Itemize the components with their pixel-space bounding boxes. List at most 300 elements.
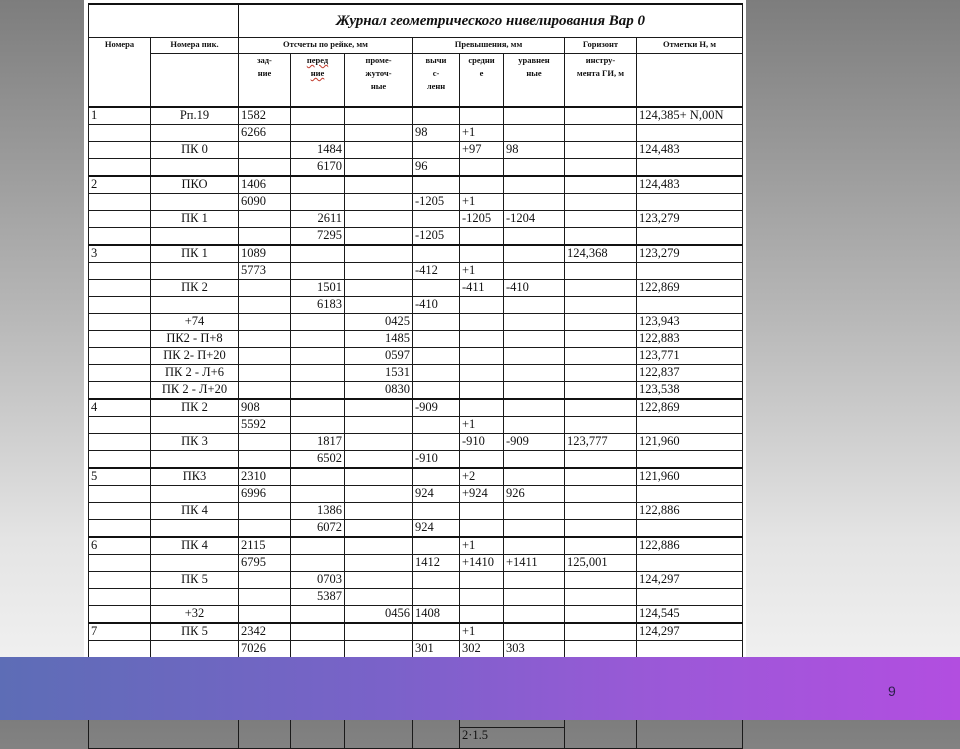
intermediate-reading-cell (345, 503, 413, 520)
adjusted-elevation-cell (504, 159, 565, 177)
mean-elevation-cell (460, 314, 504, 331)
computed-elevation-cell: 924 (413, 486, 460, 503)
back-reading-cell: 6795 (239, 555, 291, 572)
computed-elevation-cell (413, 142, 460, 159)
header-heights-blank (637, 54, 743, 108)
mean-elevation-cell: 302 (460, 641, 504, 658)
point-name-cell: ПК 1 (151, 211, 239, 228)
fore-reading-cell (291, 245, 345, 263)
adjusted-elevation-cell (504, 572, 565, 589)
instrument-horizon-cell (565, 314, 637, 331)
table-row (89, 520, 743, 538)
table-row (89, 297, 743, 314)
height-cell: 121,960 (637, 434, 743, 451)
mean-elevation-cell (460, 399, 504, 417)
adjusted-elevation-cell (504, 176, 565, 194)
header-points: Номера пик. (151, 38, 239, 54)
mean-elevation-cell (460, 245, 504, 263)
table-row (89, 331, 743, 348)
back-reading-cell: 1582 (239, 107, 291, 125)
back-reading-cell (239, 297, 291, 314)
station-number-cell (89, 125, 151, 142)
height-cell (637, 520, 743, 538)
mean-elevation-cell (460, 589, 504, 606)
instrument-horizon-cell (565, 142, 637, 159)
station-number-cell (89, 159, 151, 177)
intermediate-reading-cell (345, 537, 413, 555)
computed-elevation-cell: 96 (413, 159, 460, 177)
computed-elevation-cell (413, 314, 460, 331)
header-inter: проме- жуточ- ные (345, 54, 413, 108)
height-cell: 121,960 (637, 468, 743, 486)
back-reading-cell (239, 314, 291, 331)
journal-document (84, 0, 746, 742)
fore-reading-cell: 1817 (291, 434, 345, 451)
instrument-horizon-cell (565, 365, 637, 382)
table-row (89, 314, 743, 331)
header-readings: Отсчеты по рейке, мм (239, 38, 413, 54)
fore-reading-cell: 6170 (291, 159, 345, 177)
mean-elevation-cell (460, 228, 504, 246)
back-reading-cell: 2115 (239, 537, 291, 555)
adjusted-elevation-cell: -1204 (504, 211, 565, 228)
fore-reading-cell: 1386 (291, 503, 345, 520)
intermediate-reading-cell (345, 297, 413, 314)
computed-elevation-cell (413, 623, 460, 641)
instrument-horizon-cell (565, 606, 637, 624)
fore-reading-cell: 1501 (291, 280, 345, 297)
back-reading-cell (239, 331, 291, 348)
point-name-cell (151, 486, 239, 503)
height-cell: 123,771 (637, 348, 743, 365)
instrument-horizon-cell (565, 228, 637, 246)
height-cell: 122,883 (637, 331, 743, 348)
adjusted-elevation-cell: +1411 (504, 555, 565, 572)
height-cell: 122,869 (637, 399, 743, 417)
fore-reading-cell (291, 348, 345, 365)
intermediate-reading-cell: 0830 (345, 382, 413, 400)
back-reading-cell: 1089 (239, 245, 291, 263)
table-row (89, 348, 743, 365)
height-cell: 124,483 (637, 176, 743, 194)
table-row (89, 486, 743, 503)
computed-elevation-cell (413, 503, 460, 520)
station-number-cell (89, 434, 151, 451)
height-cell: 124,385+ N,00N (637, 107, 743, 125)
intermediate-reading-cell (345, 399, 413, 417)
journal-title: Журнал геометрического нивелирования Вар 0 (239, 4, 743, 38)
fore-reading-cell (291, 176, 345, 194)
intermediate-reading-cell (345, 107, 413, 125)
point-name-cell (151, 641, 239, 658)
instrument-horizon-cell (565, 194, 637, 211)
point-name-cell (151, 520, 239, 538)
height-cell: 122,886 (637, 503, 743, 520)
back-reading-cell (239, 159, 291, 177)
station-number-cell: 1 (89, 107, 151, 125)
table-row (89, 468, 743, 486)
mean-elevation-cell (460, 520, 504, 538)
computed-elevation-cell (413, 176, 460, 194)
computed-elevation-cell: -910 (413, 451, 460, 469)
station-number-cell (89, 263, 151, 280)
back-reading-cell (239, 228, 291, 246)
mean-elevation-cell (460, 451, 504, 469)
station-number-cell (89, 297, 151, 314)
point-name-cell: ПК 5 (151, 623, 239, 641)
station-number-cell (89, 555, 151, 572)
mean-elevation-cell: -411 (460, 280, 504, 297)
computed-elevation-cell: -1205 (413, 194, 460, 211)
table-row (89, 228, 743, 246)
height-cell (637, 194, 743, 211)
instrument-horizon-cell (565, 486, 637, 503)
table-row (89, 245, 743, 263)
fore-reading-cell (291, 641, 345, 658)
mean-elevation-cell (460, 606, 504, 624)
computed-elevation-cell: -909 (413, 399, 460, 417)
back-reading-cell: 1406 (239, 176, 291, 194)
adjusted-elevation-cell: 926 (504, 486, 565, 503)
instrument-horizon-cell (565, 263, 637, 280)
point-name-cell (151, 228, 239, 246)
adjusted-elevation-cell: -410 (504, 280, 565, 297)
computed-elevation-cell: 1412 (413, 555, 460, 572)
point-name-cell: ПК 2 (151, 399, 239, 417)
table-row (89, 107, 743, 125)
fore-reading-cell (291, 399, 345, 417)
computed-elevation-cell: -1205 (413, 228, 460, 246)
mean-elevation-cell (460, 365, 504, 382)
height-cell (637, 417, 743, 434)
fore-reading-cell: 7295 (291, 228, 345, 246)
computed-elevation-cell: 1408 (413, 606, 460, 624)
back-reading-cell: 6996 (239, 486, 291, 503)
station-number-cell (89, 520, 151, 538)
point-name-cell (151, 451, 239, 469)
footer-control-value-2: 2·1.5 (460, 728, 565, 749)
height-cell: 122,886 (637, 537, 743, 555)
mean-elevation-cell (460, 331, 504, 348)
computed-elevation-cell (413, 365, 460, 382)
fore-reading-cell: 6183 (291, 297, 345, 314)
adjusted-elevation-cell (504, 451, 565, 469)
instrument-horizon-cell (565, 348, 637, 365)
height-cell (637, 451, 743, 469)
height-cell (637, 486, 743, 503)
point-name-cell: ПК 4 (151, 503, 239, 520)
height-cell (637, 159, 743, 177)
intermediate-reading-cell (345, 468, 413, 486)
point-name-cell: +32 (151, 606, 239, 624)
height-cell: 123,279 (637, 211, 743, 228)
instrument-horizon-cell (565, 641, 637, 658)
intermediate-reading-cell (345, 486, 413, 503)
table-row (89, 451, 743, 469)
back-reading-cell (239, 606, 291, 624)
back-reading-cell (239, 280, 291, 297)
intermediate-reading-cell: 1531 (345, 365, 413, 382)
instrument-horizon-cell (565, 159, 637, 177)
adjusted-elevation-cell (504, 468, 565, 486)
table-row (89, 159, 743, 177)
computed-elevation-cell: 301 (413, 641, 460, 658)
computed-elevation-cell (413, 245, 460, 263)
fore-reading-cell (291, 468, 345, 486)
height-cell (637, 641, 743, 658)
computed-elevation-cell: 98 (413, 125, 460, 142)
fore-reading-cell (291, 537, 345, 555)
computed-elevation-cell: -412 (413, 263, 460, 280)
station-number-cell (89, 417, 151, 434)
title-blank-cell (89, 4, 239, 38)
header-heights: Отметки Н, м (637, 38, 743, 54)
table-row (89, 211, 743, 228)
height-cell: 123,279 (637, 245, 743, 263)
point-name-cell: ПК2 - П+8 (151, 331, 239, 348)
instrument-horizon-cell (565, 417, 637, 434)
instrument-horizon-cell (565, 331, 637, 348)
mean-elevation-cell (460, 503, 504, 520)
table-row (89, 399, 743, 417)
computed-elevation-cell (413, 434, 460, 451)
fore-reading-cell (291, 125, 345, 142)
intermediate-reading-cell (345, 451, 413, 469)
fore-reading-cell (291, 314, 345, 331)
station-number-cell (89, 194, 151, 211)
station-number-cell: 7 (89, 623, 151, 641)
instrument-horizon-cell (565, 468, 637, 486)
back-reading-cell (239, 348, 291, 365)
fore-reading-cell: 6502 (291, 451, 345, 469)
instrument-horizon-cell (565, 451, 637, 469)
station-number-cell (89, 589, 151, 606)
intermediate-reading-cell (345, 641, 413, 658)
fore-reading-cell: 2611 (291, 211, 345, 228)
intermediate-reading-cell: 1485 (345, 331, 413, 348)
table-row (89, 176, 743, 194)
point-name-cell (151, 125, 239, 142)
adjusted-elevation-cell (504, 520, 565, 538)
table-row (89, 589, 743, 606)
height-cell (637, 555, 743, 572)
instrument-horizon-cell (565, 176, 637, 194)
point-name-cell: ПК 2- П+20 (151, 348, 239, 365)
intermediate-reading-cell (345, 280, 413, 297)
back-reading-cell (239, 572, 291, 589)
header-horizon-top: Горизонт (565, 38, 637, 54)
intermediate-reading-cell (345, 211, 413, 228)
intermediate-reading-cell (345, 589, 413, 606)
page-number: 9 (888, 683, 896, 699)
fore-reading-cell (291, 331, 345, 348)
back-reading-cell: 5773 (239, 263, 291, 280)
adjusted-elevation-cell (504, 417, 565, 434)
fore-reading-cell (291, 555, 345, 572)
intermediate-reading-cell (345, 263, 413, 280)
intermediate-reading-cell (345, 417, 413, 434)
point-name-cell (151, 297, 239, 314)
intermediate-reading-cell (345, 520, 413, 538)
instrument-horizon-cell (565, 280, 637, 297)
intermediate-reading-cell (345, 228, 413, 246)
instrument-horizon-cell (565, 107, 637, 125)
intermediate-reading-cell (345, 434, 413, 451)
computed-elevation-cell (413, 211, 460, 228)
back-reading-cell: 908 (239, 399, 291, 417)
point-name-cell: ПК 2 (151, 280, 239, 297)
header-calc: вычи с- ленн (413, 54, 460, 108)
table-row (89, 417, 743, 434)
instrument-horizon-cell (565, 399, 637, 417)
point-name-cell: ПКО (151, 176, 239, 194)
adjusted-elevation-cell (504, 314, 565, 331)
adjusted-elevation-cell: 98 (504, 142, 565, 159)
point-name-cell: ПК 0 (151, 142, 239, 159)
adjusted-elevation-cell (504, 537, 565, 555)
mean-elevation-cell (460, 572, 504, 589)
adjusted-elevation-cell: -909 (504, 434, 565, 451)
intermediate-reading-cell: 0597 (345, 348, 413, 365)
station-number-cell: 6 (89, 537, 151, 555)
adjusted-elevation-cell (504, 503, 565, 520)
height-cell: 124,297 (637, 623, 743, 641)
computed-elevation-cell (413, 572, 460, 589)
table-row (89, 280, 743, 297)
computed-elevation-cell (413, 537, 460, 555)
back-reading-cell (239, 382, 291, 400)
fore-reading-cell: 1484 (291, 142, 345, 159)
adjusted-elevation-cell (504, 382, 565, 400)
station-number-cell (89, 606, 151, 624)
intermediate-reading-cell (345, 125, 413, 142)
height-cell (637, 228, 743, 246)
table-row (89, 623, 743, 641)
header-elevations: Превышения, мм (413, 38, 565, 54)
table-row (89, 434, 743, 451)
table-row (89, 263, 743, 280)
mean-elevation-cell: +1 (460, 537, 504, 555)
adjusted-elevation-cell (504, 348, 565, 365)
back-reading-cell: 2342 (239, 623, 291, 641)
header-mean: средни е (460, 54, 504, 108)
mean-elevation-cell: +1 (460, 125, 504, 142)
computed-elevation-cell (413, 280, 460, 297)
leveling-journal-table (88, 3, 743, 749)
point-name-cell (151, 417, 239, 434)
point-name-cell (151, 263, 239, 280)
adjusted-elevation-cell (504, 623, 565, 641)
point-name-cell: +74 (151, 314, 239, 331)
point-name-cell: Рп.19 (151, 107, 239, 125)
back-reading-cell (239, 365, 291, 382)
station-number-cell (89, 331, 151, 348)
computed-elevation-cell (413, 382, 460, 400)
station-number-cell (89, 641, 151, 658)
back-reading-cell: 6090 (239, 194, 291, 211)
station-number-cell (89, 572, 151, 589)
computed-elevation-cell: 924 (413, 520, 460, 538)
fore-reading-cell (291, 486, 345, 503)
adjusted-elevation-cell (504, 125, 565, 142)
station-number-cell (89, 382, 151, 400)
mean-elevation-cell (460, 297, 504, 314)
back-reading-cell (239, 142, 291, 159)
fore-reading-cell (291, 382, 345, 400)
station-number-cell (89, 348, 151, 365)
fore-reading-cell: 0703 (291, 572, 345, 589)
adjusted-elevation-cell (504, 263, 565, 280)
mean-elevation-cell: +1410 (460, 555, 504, 572)
height-cell: 122,837 (637, 365, 743, 382)
adjusted-elevation-cell (504, 245, 565, 263)
station-number-cell (89, 314, 151, 331)
station-number-cell: 2 (89, 176, 151, 194)
computed-elevation-cell: -410 (413, 297, 460, 314)
mean-elevation-cell (460, 159, 504, 177)
height-cell (637, 125, 743, 142)
intermediate-reading-cell: 0456 (345, 606, 413, 624)
computed-elevation-cell (413, 331, 460, 348)
instrument-horizon-cell (565, 382, 637, 400)
mean-elevation-cell: +1 (460, 194, 504, 211)
height-cell: 123,943 (637, 314, 743, 331)
intermediate-reading-cell (345, 176, 413, 194)
adjusted-elevation-cell (504, 297, 565, 314)
table-row (89, 572, 743, 589)
intermediate-reading-cell (345, 245, 413, 263)
instrument-horizon-cell (565, 520, 637, 538)
back-reading-cell (239, 434, 291, 451)
back-reading-cell: 5592 (239, 417, 291, 434)
mean-elevation-cell: +924 (460, 486, 504, 503)
instrument-horizon-cell: 125,001 (565, 555, 637, 572)
station-number-cell: 4 (89, 399, 151, 417)
height-cell: 124,545 (637, 606, 743, 624)
adjusted-elevation-cell (504, 399, 565, 417)
mean-elevation-cell (460, 107, 504, 125)
height-cell: 124,483 (637, 142, 743, 159)
fore-reading-cell (291, 263, 345, 280)
mean-elevation-cell: +2 (460, 468, 504, 486)
instrument-horizon-cell: 123,777 (565, 434, 637, 451)
instrument-horizon-cell (565, 623, 637, 641)
table-row (89, 606, 743, 624)
mean-elevation-cell: -910 (460, 434, 504, 451)
header-station: Номера (89, 38, 151, 108)
station-number-cell (89, 365, 151, 382)
instrument-horizon-cell (565, 503, 637, 520)
header-fore: перед ние (291, 54, 345, 108)
station-number-cell (89, 486, 151, 503)
intermediate-reading-cell (345, 555, 413, 572)
intermediate-reading-cell (345, 159, 413, 177)
station-number-cell (89, 451, 151, 469)
slide-footer-band (0, 657, 960, 720)
mean-elevation-cell (460, 382, 504, 400)
fore-reading-cell (291, 107, 345, 125)
station-number-cell (89, 228, 151, 246)
back-reading-cell (239, 589, 291, 606)
instrument-horizon-cell (565, 589, 637, 606)
intermediate-reading-cell: 0425 (345, 314, 413, 331)
intermediate-reading-cell (345, 194, 413, 211)
instrument-horizon-cell (565, 572, 637, 589)
point-name-cell: ПК 4 (151, 537, 239, 555)
fore-reading-cell (291, 194, 345, 211)
adjusted-elevation-cell (504, 589, 565, 606)
station-number-cell (89, 211, 151, 228)
